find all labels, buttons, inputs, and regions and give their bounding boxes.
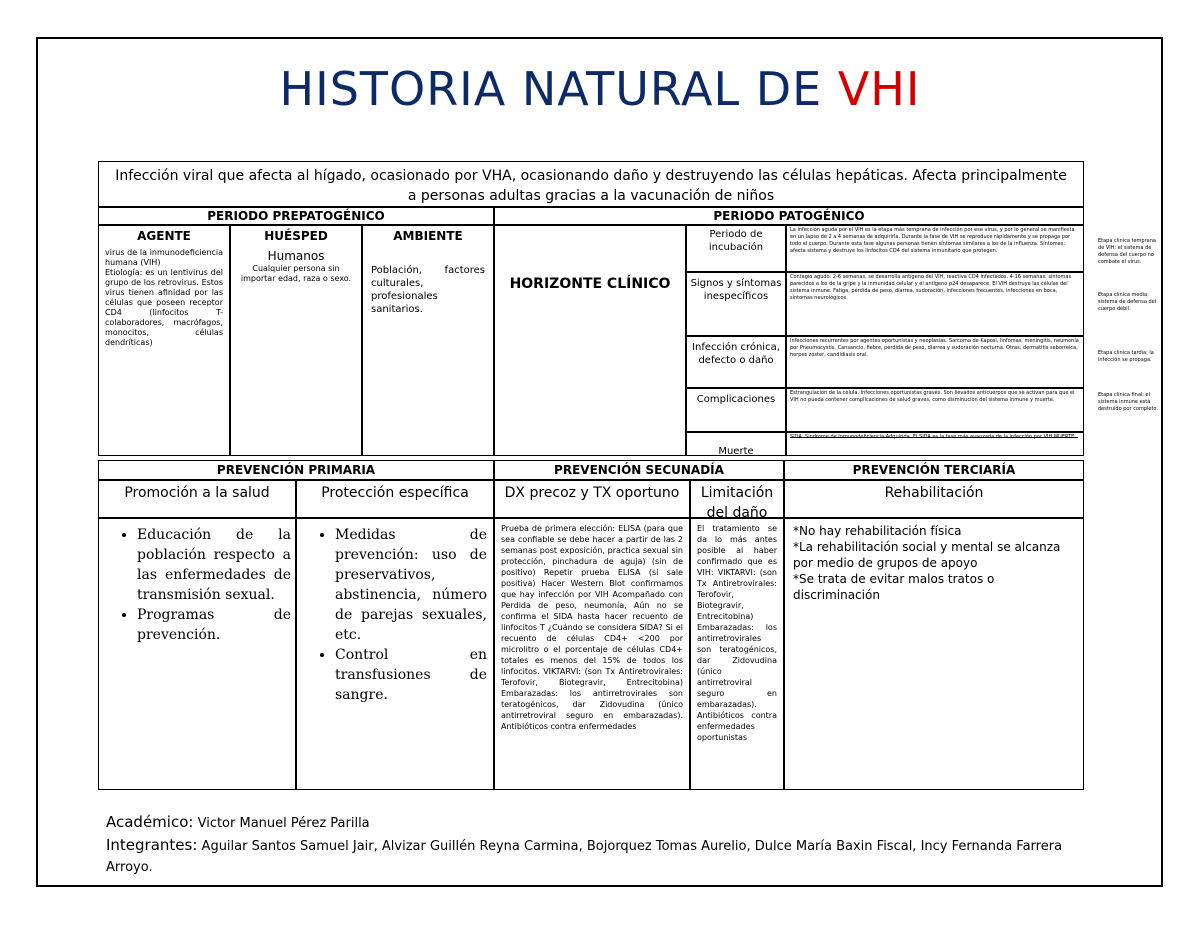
proteccion-cell [296,518,494,790]
stage-muerte-text [786,432,1084,456]
stage-signos-label: Signos y síntomas inespecíficos [686,272,786,336]
ambiente-cell [362,225,494,456]
promocion-cell [98,518,296,790]
proteccion-label: Protección específica [296,480,494,518]
ambiente-label: AMBIENTE [393,229,463,243]
rehabilitacion-label: Rehabilitación [784,480,1084,518]
horizonte-cell [494,225,686,456]
rehab-item-1: *No hay rehabilitación física [793,524,962,538]
rehab-item-2: *La rehabilitación social y mental se alcanza por medio de grupos de apoyo [793,540,1061,570]
prepatogenico-header: PERIODO PREPATOGÉNICO [98,207,494,225]
intro-text: Infección viral que afecta al hígado, ocasionado por VHA, ocasionando daño y destruyendo las células hepáticas. Afecta principalmente a personas adultas gracias a la vacunación de niños [98,161,1084,207]
stage-signos-text: Contagio agudo: 2-6 semanas, se desarrolla antígeno del VIH, reactiva CD4 infectados. 4-16 semanas: síntomas parecidos a los de la gripe y la inmunidad celular y el antígeno p24 desaparece. El VIH destruye las células del sistema inmune. Fatiga, pérdida de peso, diarrea, sudoración, infecciones frecuentes, infecciones en boca, síntomas neurológicos. [786,272,1084,336]
muerte-underline [790,437,1078,438]
agente-text2: Etiología: es un lentivirus del grupo de los retrovirus. Estos virus tienen afinidad por las células que poseen receptor CD4 (linfocitos T-colaboradores, macrófagos, monocitos, células dendríticas) [105,268,223,347]
stage-complicaciones-text: Estrangulación de la célula. Infecciones oportunistas graves. Son llevados anticuerpos que se activan para que el VIH no pueda contener complicaciones de salud graves, como disminución del sistema inmune y muerte. [786,388,1084,432]
side-note-2: Etapa clínica media: sistema de defensa del cuerpo débil. [1098,292,1157,312]
rehabilitacion-cell [784,518,1084,790]
rehab-item-3: *Se trata de evitar malos tratos o discriminación [793,572,995,602]
horizonte-label: HORIZONTE CLÍNICO [509,276,671,292]
title-accent: VHI [837,62,921,116]
side-note-1: Etapa clínica temprana de VIH: el sistema de defensa del cuerpo no combate el virus. [1098,238,1156,265]
ambiente-text: Población, factores culturales, profesionales sanitarios. [371,265,485,315]
proteccion-item-1: • Medidas de prevención: uso de preservativos, abstinencia, número de parejas sexuales, etc. [335,525,487,645]
stage-cronica-text: Infecciones recurrentes por agentes oportunistas y neoplasias. Sarcoma de Kaposi, linfomas, meningitis, neumonía por Pneumocystis. Cansancio, fiebre, pérdida de peso, diarrea y sudoración nocturna. Otras: dermatitis seborreica, herpes zóster, candidiasis oral. [786,336,1084,388]
proteccion-item-2: • Control en transfusiones de sangre. [335,645,487,705]
promocion-item-2: • Programas de prevención. [137,605,291,645]
page-title: HISTORIA NATURAL DE VHI [279,62,921,116]
dx-text: Prueba de primera elección: ELISA (para que sea confiable se debe hacer a partir de las 2 semanas post exposición, practica sexual sin protección, pinchadura de aguja) (sin de positivo) Repetir prueba ELISA (si sale positiva) Hacer Western Blot confirmamos que hay infección por VIH Acompañado con Perdida de peso, neumonía, Aún no se confirma el SIDA hasta hacer recuento de linfocitos T ¿Cuándo se considera SIDA? Si el recuento de células CD4+ <200 por microlitro o el porcentaje de células CD4+ totales es menos del 15% de todos los linfocitos. VIKTARVI: (son Tx Antiretrovirales: Terofovir, Biotegravir, Entrecitobina) Embarazadas: los antirretrovirales son teratogénicos, dar Zidovudina (único antirretroviral seguro en embarazadas). Antibióticos contra enfermedades [494,518,690,790]
side-note-3: Etapa clínica tardía: la infección se propaga. [1098,350,1154,363]
integrantes-names: Aguilar Santos Samuel Jair, Alvizar Guillén Reyna Carmina, Bojorquez Tomas Aurelio, Dulce María Baxin Fiscal, Incy Fernanda Farrera Arroyo. [106,839,1063,875]
huesped-cell [230,225,362,456]
prevencion-primaria-header: PREVENCIÓN PRIMARIA [98,460,494,480]
stage-incubacion-text: La infección aguda por el VIH es la etapa más temprana de infección por ese virus, y por lo general se manifiesta en un lapso de 2 a 4 semanas de adquirirla. Durante la fase de VIH se reproduce rápidamente y se propaga por todo el cuerpo. Durante esta fase algunas personas tienen síntomas similares a los de la influenza. Síntomas: afecta sistema y destruye los linfocitos CD4 del sistema inmunitario que protegen. [786,225,1084,272]
prevencion-terciaria-header: PREVENCIÓN TERCIARÍA [784,460,1084,480]
integrantes-label: Integrantes: [106,836,198,854]
dx-label: DX precoz y TX oportuno [494,480,690,518]
stage-complicaciones-label: Complicaciones [686,388,786,432]
stage-muerte-label: Muerte [686,432,786,456]
limitacion-text: El tratamiento se da lo más antes posible al haber confirmado que es VIH: VIKTARVI: (son Tx Antiretrovirales: Terofovir, Biotegravir, Entrecitobina) Embarazadas: los antirretrovirales son teratogénicos, dar Zidovudina (único antirretroviral seguro en embarazadas). Antibióticos contra enfermedades oportunistas [690,518,784,790]
limitacion-label: Limitación del daño [690,480,784,518]
patogenico-header: PERIODO PATOGÉNICO [494,207,1084,225]
agente-label: AGENTE [137,229,191,243]
huesped-text: Cualquier persona sin importar edad, raza o sexo. [240,264,352,283]
side-note-4: Etapa clínica final: el sistema inmune está destruido por completo. [1098,392,1158,412]
prevencion-secundaria-header: PREVENCIÓN SECUNADÍA [494,460,784,480]
academico-line [106,813,1106,833]
huesped-label: HUÉSPED [264,229,328,243]
promocion-label: Promoción a la salud [98,480,296,518]
promocion-item-1: • Educación de la población respecto a las enfermedades de transmisión sexual. [137,525,291,605]
academico-label: Académico: [106,813,194,831]
huesped-value: Humanos [267,249,325,263]
academico-name: Victor Manuel Pérez Parilla [197,816,370,831]
agente-text1: virus de la inmunodeficiencia humana (VIH) [105,248,223,267]
stage-cronica-label: Infección crónica, defecto o daño [686,336,786,388]
integrantes-line [106,835,1066,879]
agente-cell [98,225,230,456]
stage-incubacion-label: Periodo de incubación [686,225,786,272]
